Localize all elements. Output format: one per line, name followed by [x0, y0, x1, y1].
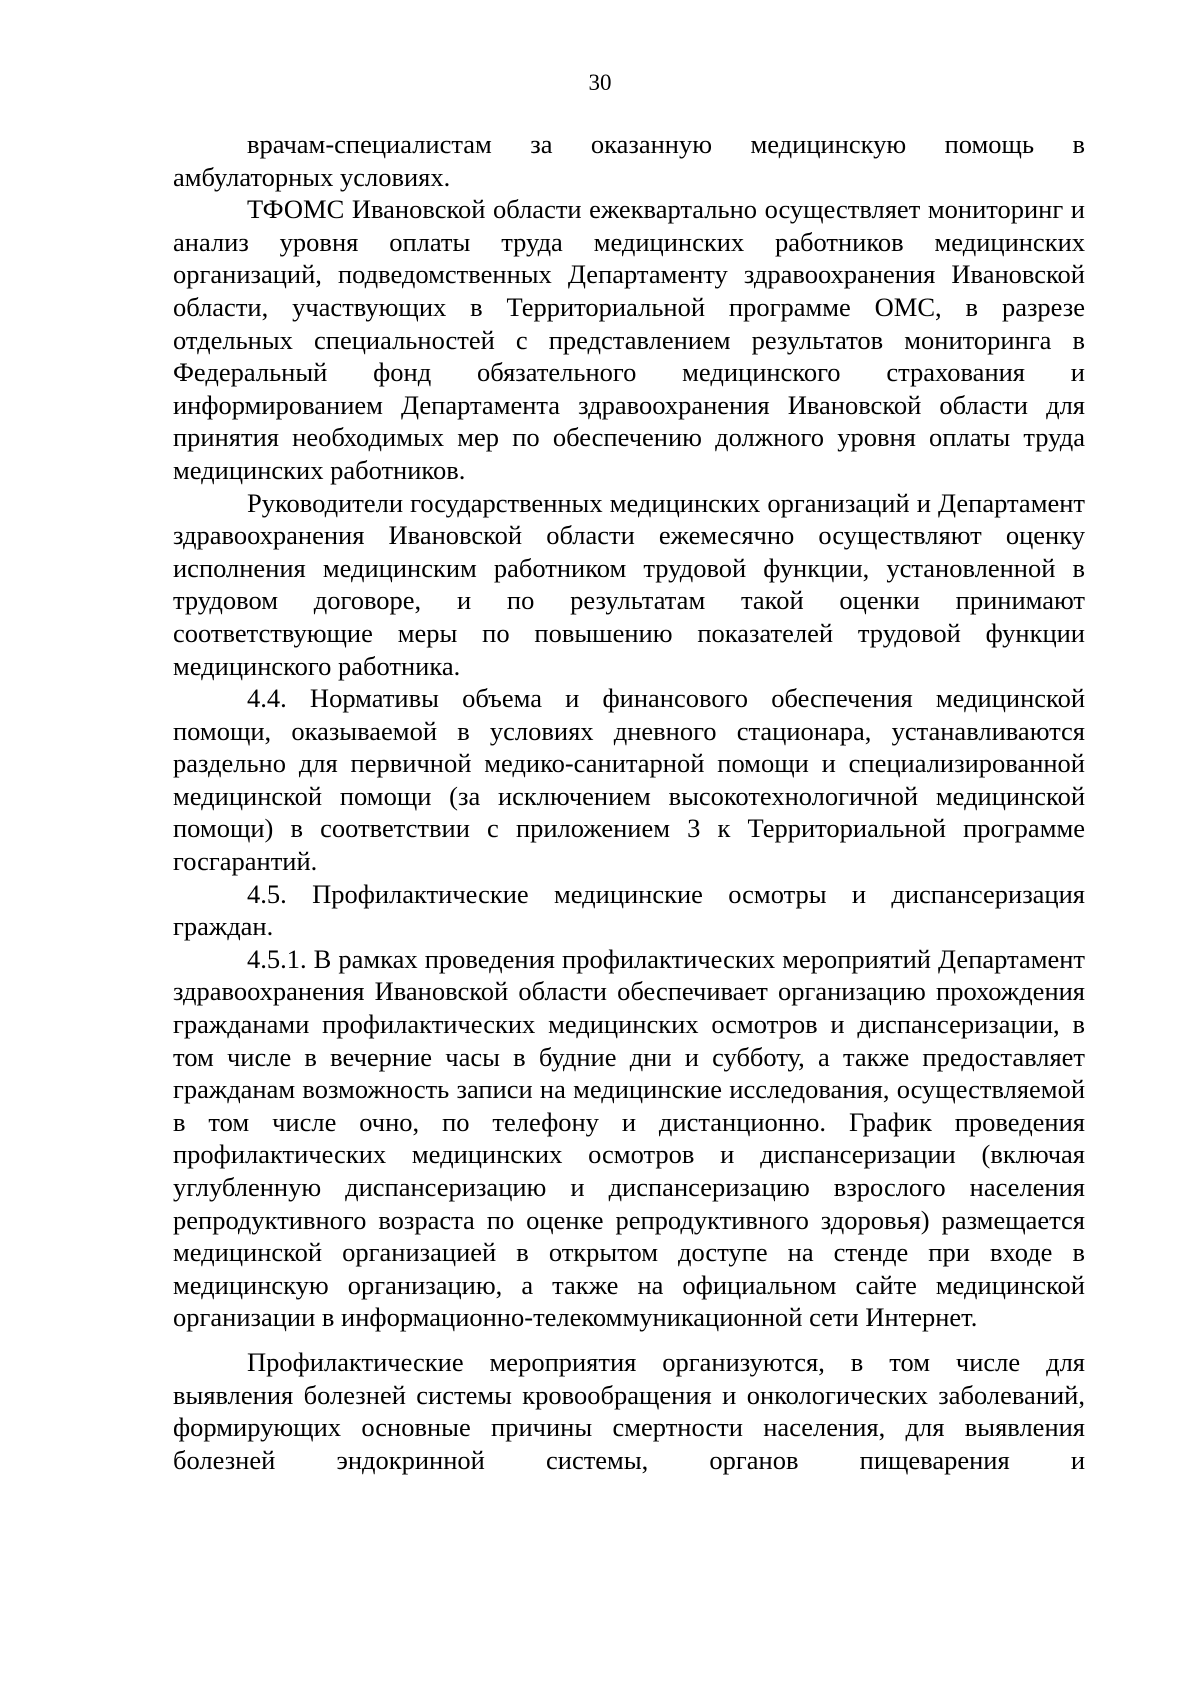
page-number: 30 [588, 70, 612, 95]
paragraph-continuation: врачам-специалистам за оказанную медицинскую помощь в амбулаторных условиях. [173, 129, 1085, 192]
paragraph-section-4-5-1: 4.5.1. В рамках проведения профилактических мероприятий Департамент здравоохранения Ивановской области обеспечивает организацию прохождения гражданами профилактических медицинских осмотров и диспансеризации, в том числе в вечерние часы в будние дни и субботу, а также предоставляет гражданам возможность записи на медицинские исследования, осуществляемой в том числе очно, по телефону и дистанционно. График проведения профилактических медицинских осмотров и диспансеризации (включая углубленную диспансеризацию и диспансеризацию взрослого населения репродуктивного возраста по оценке репродуктивного здоровья) размещается медицинской организацией в открытом доступе на стенде при входе в медицинскую организацию, а также на официальном сайте медицинской организации в информационно-телекоммуникационной сети Интернет. [173, 943, 1085, 1333]
paragraph-section-4-4: 4.4. Нормативы объема и финансового обеспечения медицинской помощи, оказываемой в условиях дневного стационара, устанавливаются раздельно для первичной медико-санитарной помощи и специализированной медицинской помощи (за исключением высокотехнологичной медицинской помощи) в соответствии с приложением 3 к Территориальной программе госгарантий. [173, 683, 1085, 877]
paragraph-heads-evaluation: Руководители государственных медицинских организаций и Департамент здравоохранения Ивановской области ежемесячно осуществляют оценку исполнения медицинским работником трудовой функции, установленной в трудовом договоре, и по результатам такой оценки принимают соответствующие меры по повышению показателей трудовой функции медицинского работника. [173, 487, 1085, 681]
document-body [173, 128, 1085, 1476]
paragraph-section-4-5: 4.5. Профилактические медицинские осмотры и диспансеризация граждан. [173, 878, 1085, 942]
paragraph-preventive-measures: Профилактические мероприятия организуются, в том числе для выявления болезней системы кровообращения и онкологических заболеваний, формирующих основные причины смертности населения, для выявления болезней эндокринной системы, органов пищеварения и [173, 1346, 1085, 1475]
paragraph-tfoms-monitoring: ТФОМС Ивановской области ежеквартально осуществляет мониторинг и анализ уровня оплаты труда медицинских работников медицинских организаций, подведомственных Департаменту здравоохранения Ивановской области, участвующих в Территориальной программе ОМС, в разрезе отдельных специальностей с представлением результатов мониторинга в Федеральный фонд обязательного медицинского страхования и информированием Департамента здравоохранения Ивановской области для принятия необходимых мер по обеспечению должного уровня оплаты труда медицинских работников. [173, 194, 1085, 485]
